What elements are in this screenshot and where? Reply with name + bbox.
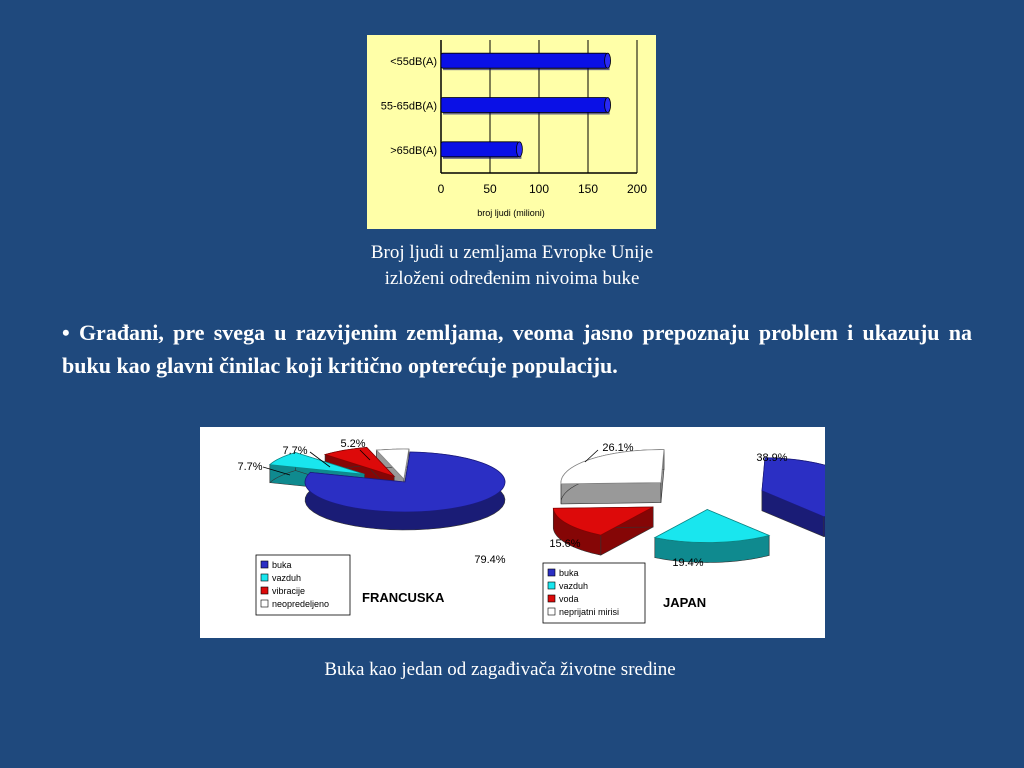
bar-cap bbox=[605, 53, 611, 68]
legend-label: vazduh bbox=[559, 581, 589, 591]
bar-chart-panel bbox=[367, 35, 656, 229]
legend-swatch bbox=[261, 587, 268, 594]
bar-cap bbox=[516, 142, 522, 157]
slice-top bbox=[655, 510, 769, 543]
category-label: >65dB(A) bbox=[390, 144, 437, 157]
pie-chart-caption: Buka kao jedan od zagađivača životne sredine bbox=[324, 659, 676, 680]
pie-slice-neprijatni-mirisi bbox=[561, 450, 664, 504]
x-tick-label: 150 bbox=[577, 182, 599, 196]
bar-caption-line-1: Broj ljudi u zemljama Evropke Unije bbox=[370, 242, 654, 263]
pie-value-label: 7.7% bbox=[282, 445, 308, 457]
legend-swatch bbox=[261, 561, 268, 568]
bar-1 bbox=[441, 98, 608, 113]
bullet-paragraph: • Građani, pre svega u razvijenim zemljama, veoma jasno prepoznaju problem i ukazuju na buku kao glavni činilac koji kritično opterećuje populaciju. bbox=[62, 320, 972, 378]
legend-label: voda bbox=[559, 594, 579, 604]
bar-chart-caption bbox=[262, 240, 762, 292]
x-axis-label: broj ljudi (milioni) bbox=[477, 208, 545, 218]
pie-charts bbox=[200, 427, 825, 638]
bar-cap bbox=[605, 98, 611, 113]
legend-label: buka bbox=[272, 560, 292, 570]
legend-label: vazduh bbox=[272, 573, 302, 583]
x-tick-label: 100 bbox=[528, 182, 550, 196]
pie-value-label: 19.4% bbox=[672, 557, 704, 569]
category-label: 55-65dB(A) bbox=[380, 100, 437, 113]
slice-top bbox=[561, 450, 664, 484]
bar-chart bbox=[367, 35, 656, 229]
legend-swatch bbox=[548, 608, 555, 615]
slice-wall bbox=[561, 483, 661, 504]
legend-swatch bbox=[548, 569, 555, 576]
pie-value-label: 15.6% bbox=[549, 538, 581, 550]
pie-title: JAPAN bbox=[663, 595, 707, 610]
legend-label: buka bbox=[559, 568, 579, 578]
pie-slice-buka bbox=[762, 458, 825, 537]
x-tick-label: 200 bbox=[626, 182, 648, 196]
legend-label: vibracije bbox=[272, 586, 306, 596]
legend-label: neprijatni mirisi bbox=[559, 607, 620, 617]
pie-title: FRANCUSKA bbox=[362, 590, 445, 605]
pie-value-label: 7.7% bbox=[237, 461, 263, 473]
legend-swatch bbox=[261, 574, 268, 581]
category-label: <55dB(A) bbox=[390, 56, 437, 69]
x-tick-label: 0 bbox=[437, 182, 445, 196]
legend-label: neopredeljeno bbox=[272, 599, 330, 609]
pie-value-label: 79.4% bbox=[474, 554, 506, 566]
legend-swatch bbox=[261, 600, 268, 607]
pie-value-label: 38.9% bbox=[756, 452, 788, 464]
x-tick-label: 50 bbox=[483, 182, 497, 196]
bar-0 bbox=[441, 53, 608, 68]
pie-value-label: 5.2% bbox=[340, 438, 366, 450]
legend-swatch bbox=[548, 595, 555, 602]
pie-slice-vazduh bbox=[655, 510, 769, 563]
pie-value-label: 26.1% bbox=[602, 442, 634, 454]
bar-caption-line-2: izloženi određenim nivoima buke bbox=[384, 268, 640, 289]
pie-charts-panel bbox=[200, 427, 825, 638]
bar-2 bbox=[441, 142, 519, 157]
legend-swatch bbox=[548, 582, 555, 589]
